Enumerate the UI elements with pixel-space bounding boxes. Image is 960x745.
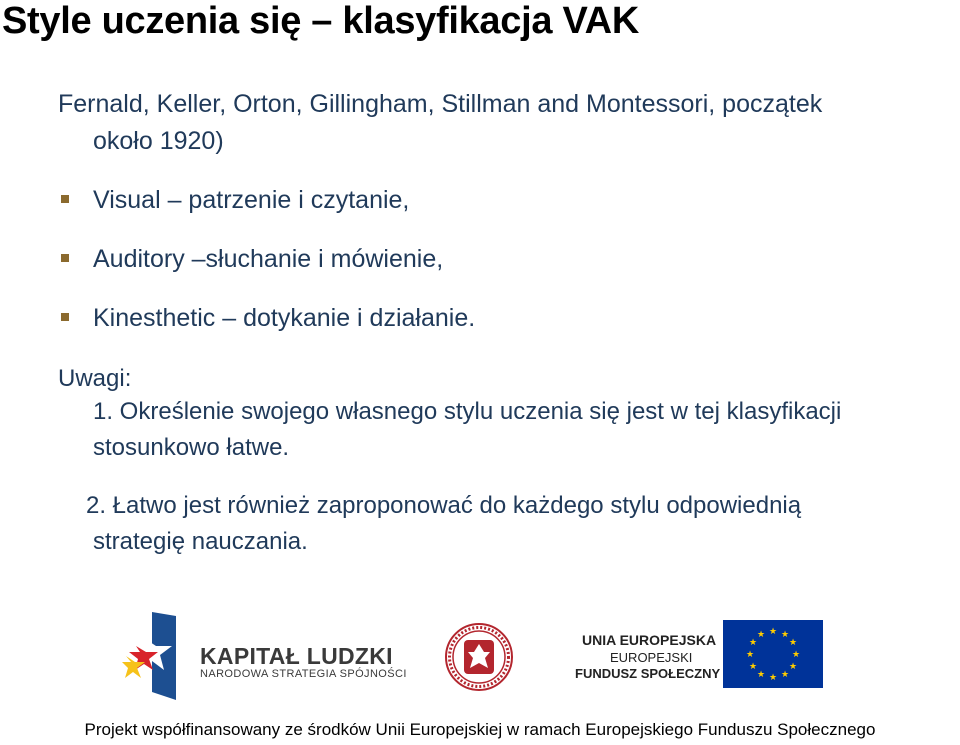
bullet-visual: Visual – patrzenie i czytanie, [93,186,410,214]
slide-title: Style uczenia się – klasyfikacja VAK [2,0,639,42]
eu-fund-label-2: FUNDUSZ SPOŁECZNY [575,666,721,681]
kapital-ludzki-subtitle: NARODOWA STRATEGIA SPÓJNOŚCI [200,668,407,680]
svg-text:★: ★ [788,638,798,648]
note-2-line-2: strategię nauczania. [93,528,308,555]
svg-text:★: ★ [756,630,766,640]
svg-text:★: ★ [791,650,801,660]
svg-text:★: ★ [780,670,790,680]
bullet-square-icon [61,313,69,321]
kapital-ludzki-logo-icon [122,612,188,700]
notes-heading: Uwagi: [58,365,132,392]
note-2-line-1: 2. Łatwo jest również zaproponować do każdego stylu odpowiednią [86,492,802,519]
intro-line-2: około 1920) [93,127,224,155]
note-1-line-1: 1. Określenie swojego własnego stylu uczenia się jest w tej klasyfikacji [93,398,842,425]
intro-line-1: Fernald, Keller, Orton, Gillingham, Stillman and Montessori, początek [58,90,823,118]
footer-funding-note: Projekt współfinansowany ze środków Unii Europejskiej w ramach Europejskiego Funduszu Społecznego [0,715,960,745]
eu-fund-label-1: EUROPEJSKI [610,650,693,665]
svg-text:★: ★ [745,650,755,660]
svg-text:★: ★ [748,662,758,672]
bullet-square-icon [61,195,69,203]
svg-text:★: ★ [748,638,758,648]
university-seal-icon [444,622,514,692]
eu-union-label: UNIA EUROPEJSKA [582,632,717,648]
svg-text:★: ★ [768,673,778,683]
bullet-auditory: Auditory –słuchanie i mówienie, [93,245,444,273]
svg-text:★: ★ [788,662,798,672]
svg-text:★: ★ [768,627,778,637]
note-1-line-2: stosunkowo łatwe. [93,434,290,461]
svg-text:★: ★ [780,630,790,640]
kapital-ludzki-title: KAPITAŁ LUDZKI [200,643,393,669]
bullet-kinesthetic: Kinesthetic – dotykanie i działanie. [93,304,476,332]
eu-flag-icon [723,620,823,688]
svg-text:★: ★ [756,670,766,680]
bullet-square-icon [61,254,69,262]
